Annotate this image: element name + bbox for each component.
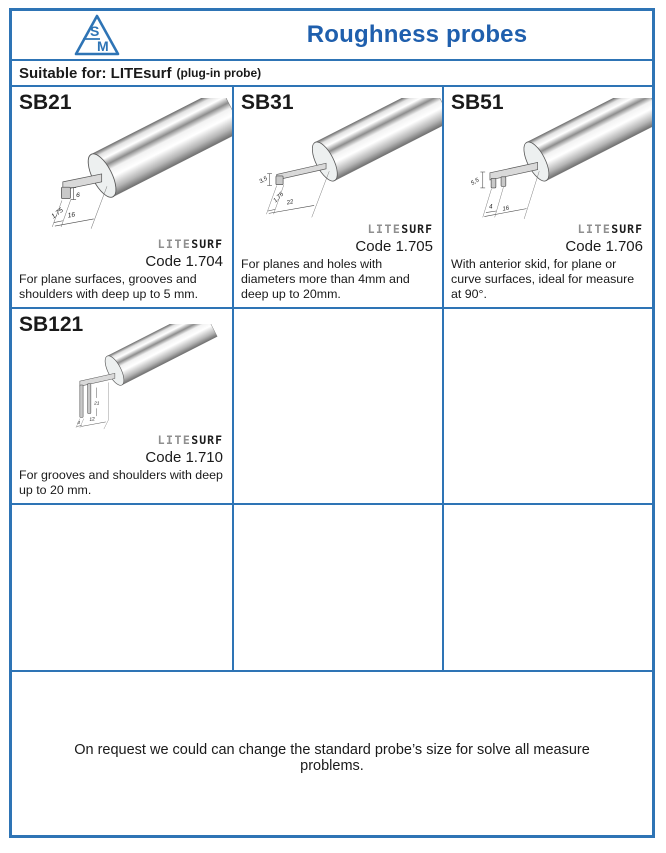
page-title: Roughness probes xyxy=(306,21,528,48)
suitable-for-row xyxy=(12,61,652,87)
probe-drawing-sb51 xyxy=(444,98,652,221)
probe-cell-sb121 xyxy=(12,309,234,505)
probe-model: SB31 xyxy=(241,91,294,114)
footer-section xyxy=(12,687,652,850)
probe-drawing-sb31 xyxy=(234,98,442,221)
logo-letter-top: S xyxy=(90,23,100,39)
probe-cell-sb21 xyxy=(12,87,234,309)
dim-label: 21 xyxy=(94,401,100,407)
dim-label: 3,5 xyxy=(258,176,269,186)
litesurf-logo xyxy=(444,221,652,237)
footer-note: On request we could can change the standard probe’s size for solve all measure problems. xyxy=(74,741,590,774)
dim-label: 4 xyxy=(489,204,493,211)
title-box xyxy=(182,21,652,49)
dim-label: 22 xyxy=(286,199,295,207)
empty-cell xyxy=(234,505,444,672)
probe-code: Code 1.705 xyxy=(355,237,433,255)
probe-body-cylinder xyxy=(101,324,217,388)
suitable-for-subtext: (plug-in probe) xyxy=(176,66,262,80)
sm-triangle-logo-icon xyxy=(74,13,120,57)
litesurf-logo-surf: SURF xyxy=(401,221,433,236)
litesurf-logo-lite: LITE xyxy=(367,221,402,236)
litesurf-logo-lite: LITE xyxy=(157,236,192,251)
dim-label: 16 xyxy=(502,205,510,213)
litesurf-logo-surf: SURF xyxy=(191,432,223,447)
probe-body-cylinder xyxy=(307,98,442,185)
anterior-skid xyxy=(491,178,496,188)
probe-model: SB21 xyxy=(19,91,72,114)
litesurf-logo-surf: SURF xyxy=(611,221,643,236)
probe-drawing-sb121 xyxy=(12,324,232,432)
stylus-arm xyxy=(277,163,326,180)
stylus-tip xyxy=(276,176,283,185)
logo-letter-bottom: M xyxy=(97,38,109,54)
litesurf-logo xyxy=(234,221,442,237)
stylus-tip xyxy=(62,187,71,198)
litesurf-logo-lite: LITE xyxy=(157,432,192,447)
probe-table xyxy=(12,87,652,672)
empty-cell xyxy=(234,309,444,505)
dim-label: 1.75 xyxy=(50,206,65,221)
probe-model: SB51 xyxy=(451,91,504,114)
probe-description: For plane surfaces, grooves and shoulders with deep up to 5 mm. xyxy=(19,271,199,301)
suitable-for-text: Suitable for: LITEsurf xyxy=(19,64,172,82)
dim-label: 5,5 xyxy=(470,177,481,187)
dim-label: 6 xyxy=(76,192,80,200)
probe-description: With anterior skid, for plane or curve surfaces, ideal for measure at 90°. xyxy=(451,256,635,301)
probe-cell-sb31 xyxy=(234,87,444,309)
dim-label: 12 xyxy=(89,417,96,424)
dim-label: 4 xyxy=(77,420,80,426)
probe-code: Code 1.710 xyxy=(145,448,223,466)
stylus-arm xyxy=(80,373,115,386)
probe-drawing-sb21 xyxy=(12,98,232,234)
probe-model: SB121 xyxy=(19,313,84,336)
probe-code: Code 1.704 xyxy=(145,252,223,270)
probe-code: Code 1.706 xyxy=(565,237,643,255)
litesurf-logo-lite: LITE xyxy=(577,221,612,236)
probe-body-cylinder xyxy=(83,98,232,201)
empty-cell xyxy=(444,309,652,505)
dim-label: 1.75 xyxy=(272,191,286,205)
empty-cell xyxy=(444,505,652,672)
stylus-tip xyxy=(501,177,506,187)
stylus-arm xyxy=(490,163,538,181)
datasheet-page xyxy=(9,8,655,838)
litesurf-logo xyxy=(12,236,232,252)
dim-label: 16 xyxy=(67,211,76,220)
stylus-prong-left xyxy=(80,385,83,417)
litesurf-logo xyxy=(12,432,232,448)
empty-cell xyxy=(12,505,234,672)
probe-body-cylinder xyxy=(519,98,652,185)
stylus-prong-right xyxy=(88,384,91,414)
probe-description: For planes and holes with diameters more than 4mm and deep up to 20mm. xyxy=(241,256,410,301)
company-logo xyxy=(12,13,182,57)
probe-cell-sb51 xyxy=(444,87,652,309)
probe-description: For grooves and shoulders with deep up to 20 mm. xyxy=(19,467,223,497)
litesurf-logo-surf: SURF xyxy=(191,236,223,251)
header xyxy=(12,11,652,61)
